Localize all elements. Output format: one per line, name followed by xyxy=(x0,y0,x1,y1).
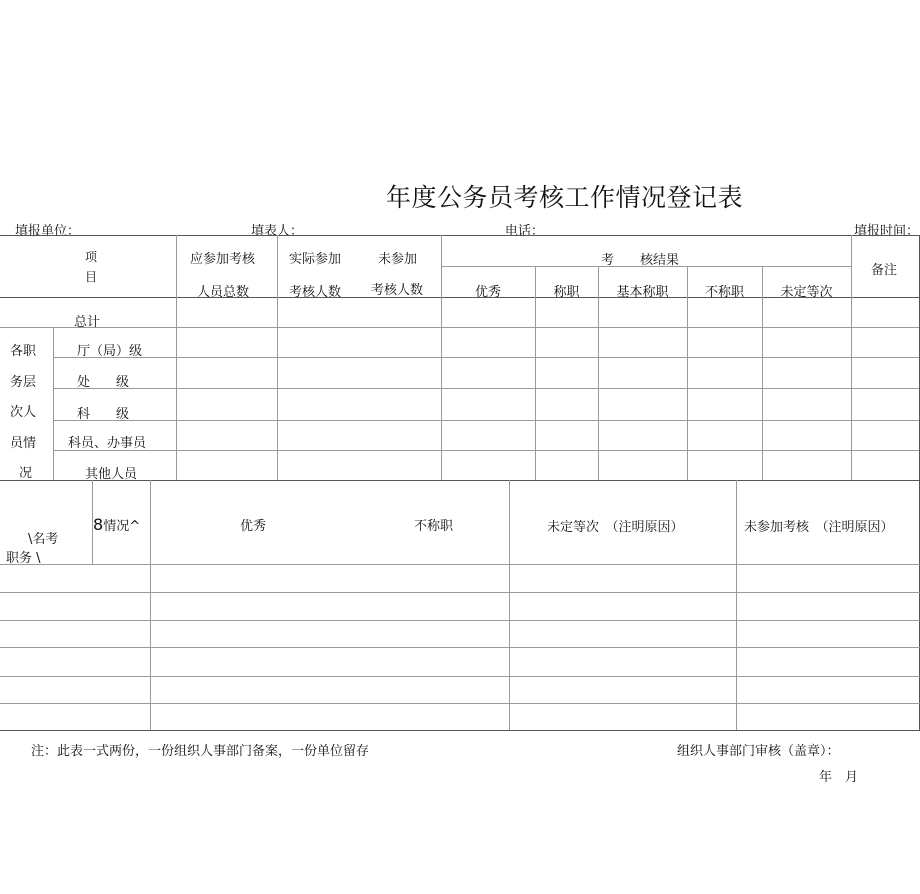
footer-review: 组织人事部门审核（盖章）： xyxy=(677,744,840,759)
detail-col-undetermined: 未定等次 （注明原因） xyxy=(547,520,684,535)
actual-header-line2: 考核人数 xyxy=(289,285,342,300)
unit-label: 填报单位： xyxy=(15,224,81,239)
report-time-label: 填报时间： xyxy=(854,224,920,239)
side-label-2: 务层 xyxy=(10,375,37,390)
row-label-bureau: 厅（局）级 xyxy=(77,344,143,359)
total-header-line2: 人员总数 xyxy=(197,285,250,300)
side-label-3: 次人 xyxy=(10,405,37,420)
result-col-excellent: 优秀 xyxy=(474,285,501,300)
item-header-bottom: 目 xyxy=(85,270,98,284)
result-col-basic: 基本称职 xyxy=(616,285,669,300)
filler-label: 填表人： xyxy=(251,224,304,239)
row-label-section: 科 级 xyxy=(77,407,130,422)
side-label-4: 员情 xyxy=(10,436,37,451)
row-label-clerk: 科员、办事员 xyxy=(68,436,147,451)
absent-header-line1: 未参加 xyxy=(378,252,418,267)
diag-header-status: 8情况^ xyxy=(93,515,141,534)
absent-header-line2: 考核人数 xyxy=(371,283,424,298)
row-label-other: 其他人员 xyxy=(85,467,138,482)
actual-header-line1: 实际参加 xyxy=(289,252,342,267)
row-label-division: 处 级 xyxy=(77,375,130,390)
side-label-5: 况 xyxy=(19,466,33,481)
detail-col-unqualified: 不称职 xyxy=(414,519,454,534)
detail-col-excellent: 优秀 xyxy=(240,519,267,534)
result-col-incompetent: 不称职 xyxy=(704,285,744,300)
total-header-line1: 应参加考核 xyxy=(190,252,256,267)
result-group-header: 考 核结果 xyxy=(601,253,680,268)
detail-col-absent: 未参加考核 （注明原因） xyxy=(744,520,894,535)
note-header: 备注 xyxy=(871,263,898,278)
footer-note: 注：此表一式两份，一份组织人事部门备案，一份单位留存 xyxy=(31,744,370,759)
item-header-top: 项 xyxy=(85,250,98,264)
result-col-competent: 称职 xyxy=(553,285,580,300)
result-col-undetermined: 未定等次 xyxy=(780,285,833,300)
footer-date: 年 月 xyxy=(819,770,859,785)
diag-header-position: 职务 \ xyxy=(6,551,41,566)
side-label-1: 各职 xyxy=(10,344,37,359)
row-total-label: 总计 xyxy=(74,315,101,330)
form-title: 年度公务员考核工作情况登记表 xyxy=(386,183,744,212)
diag-header-name: \名考 xyxy=(28,532,59,547)
phone-label: 电话： xyxy=(505,224,545,239)
